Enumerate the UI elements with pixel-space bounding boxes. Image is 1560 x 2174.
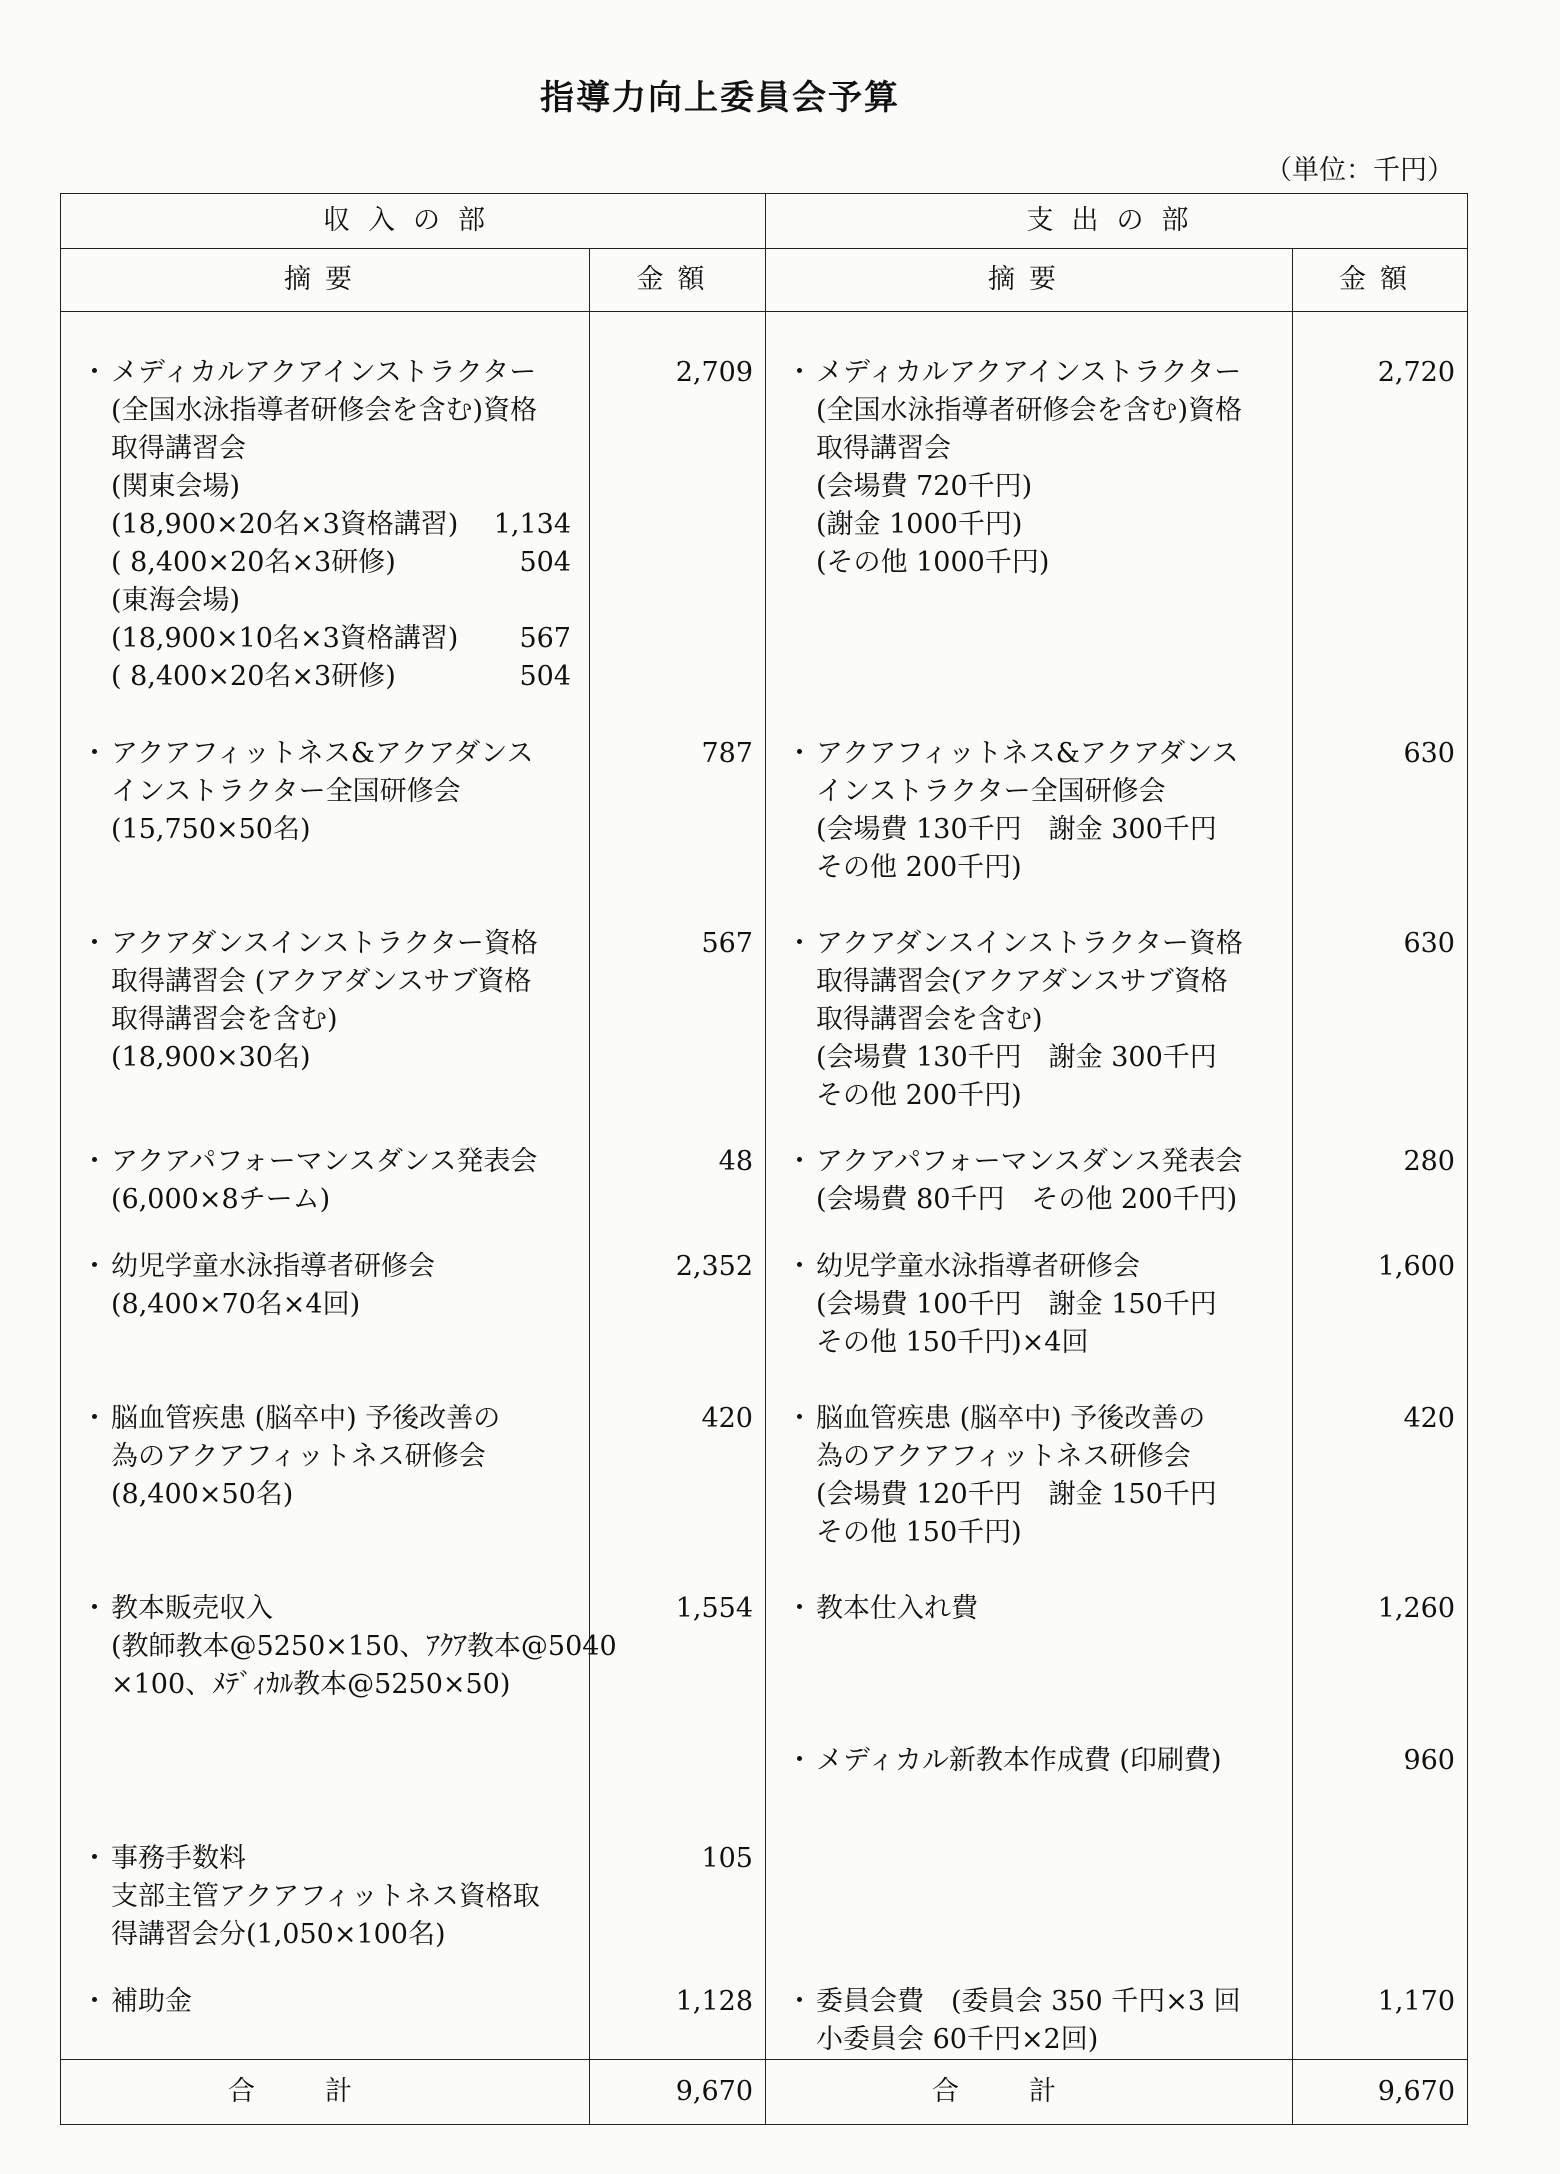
unit-note: （単位：千円） [1265,155,1454,186]
income-item [61,925,589,1077]
desc-line: (6,000×8チーム) [111,1184,331,1216]
budget-row [61,1704,1468,1780]
budget-row [61,312,1468,697]
income-desc-cell [61,697,590,887]
income-item [61,1400,589,1514]
desc-line: (謝金 1000千円) [816,509,1023,540]
desc-line: (全国水泳指導者研修会を含む)資格 [111,395,538,426]
expense-desc-cell [766,1220,1293,1362]
desc-line: 為のアクアフィットネス研修会 [111,1440,486,1472]
desc-line: ・ アクアパフォーマンスダンス発表会 [816,1146,1243,1178]
expense-section-header: 支出の部 [766,194,1468,249]
income-total-label: 合計 [61,2060,590,2125]
breakdown-line [111,658,581,696]
income-amount-cell: 787 [590,697,766,887]
breakdown-text: ( 8,400×20名×3研修) [111,547,396,578]
desc-line: (8,400×70名×4回) [111,1288,361,1320]
expense-item [766,735,1292,887]
expense-desc-cell [766,887,1293,1115]
income-desc-cell [61,1955,590,2060]
income-amount-cell [590,1704,766,1780]
income-desc-cell [61,1704,590,1780]
income-desc-cell [61,1362,590,1552]
expense-desc-cell [766,1704,1293,1780]
page-title: 指導力向上委員会予算 [540,78,900,118]
desc-line: (15,750×50名) [111,813,311,845]
breakdown-value: 1,134 [493,509,571,540]
desc-line: 取得講習会(アクアダンスサブ資格 [816,965,1228,997]
expense-total-amount: 9,670 [1293,2060,1468,2125]
income-amount-cell: 420 [590,1362,766,1552]
income-item [61,1840,589,1954]
desc-line: ・ 事務手数料 [111,1843,246,1875]
desc-line: ×100、ﾒﾃﾞｨｶﾙ教本@5250×50) [111,1669,511,1701]
desc-line: その他 150千円) [816,1516,1022,1548]
expense-item [766,1983,1292,2059]
income-desc-cell [61,1115,590,1219]
desc-line: (会場費 130千円 謝金 300千円 [816,1041,1217,1073]
breakdown-line [111,506,581,544]
budget-row [61,1780,1468,1954]
desc-line: (全国水泳指導者研修会を含む)資格 [816,395,1243,426]
income-desc-cell [61,312,590,697]
desc-line: ・ 委員会費 (委員会 350 千円×3 回 [816,1985,1241,2017]
total-row [61,2060,1468,2125]
income-item [61,1248,589,1324]
expense-desc-cell [766,1115,1293,1219]
budget-row [61,1955,1468,2060]
desc-line: その他 200千円) [816,1079,1022,1111]
expense-amount-cell: 2,720 [1293,312,1468,697]
budget-rows [61,312,1468,2060]
income-total-amount: 9,670 [590,2060,766,2125]
income-desc-cell [61,1780,590,1954]
expense-item [766,1742,1292,1780]
desc-line: (18,900×30名) [111,1041,311,1073]
income-item [61,354,589,696]
expense-item [766,1248,1292,1362]
budget-row [61,1220,1468,1362]
desc-line: 取得講習会を含む) [816,1003,1043,1035]
breakdown-text: ( 8,400×20名×3研修) [111,661,396,692]
income-desc-cell [61,1220,590,1362]
income-desc-cell [61,887,590,1115]
income-amount-cell: 1,128 [590,1955,766,2060]
desc-line: その他 200千円) [816,851,1022,883]
budget-row [61,697,1468,887]
budget-row [61,1362,1468,1552]
expense-amount-cell: 420 [1293,1362,1468,1552]
income-amount-cell: 567 [590,887,766,1115]
expense-amount-cell: 1,170 [1293,1955,1468,2060]
income-desc-header: 摘要 [61,249,590,312]
desc-line: ・ 幼児学童水泳指導者研修会 [816,1250,1140,1282]
expense-item [766,1143,1292,1219]
desc-line: ・ アクアフィットネス&アクアダンス [111,737,534,769]
desc-line: ・ アクアパフォーマンスダンス発表会 [111,1146,538,1178]
desc-line: 取得講習会 (アクアダンスサブ資格 [111,965,532,997]
breakdown-text: (18,900×10名×3資格講習) [111,623,459,654]
expense-amount-cell [1293,1780,1468,1954]
breakdown-line [111,544,581,582]
income-item [61,1983,589,2021]
expense-desc-cell [766,1955,1293,2060]
breakdown-value: 504 [519,547,571,578]
desc-line: 取得講習会 [816,433,951,464]
desc-line: その他 150千円)×4回 [816,1326,1089,1358]
income-amount-header: 金額 [590,249,766,312]
income-amount-cell: 48 [590,1115,766,1219]
desc-line: ・ メディカル新教本作成費 (印刷費) [816,1745,1222,1777]
income-amount-cell: 2,709 [590,312,766,697]
desc-line: (その他 1000千円) [816,547,1050,578]
expense-amount-cell: 1,260 [1293,1552,1468,1704]
income-item [61,1143,589,1219]
expense-amount-cell: 630 [1293,887,1468,1115]
budget-row [61,1552,1468,1704]
desc-line: (関東会場) [111,471,241,502]
desc-line: 小委員会 60千円×2回) [816,2023,1099,2055]
desc-line: ・ アクアフィットネス&アクアダンス [816,737,1239,769]
desc-line: (会場費 120千円 謝金 150千円 [816,1478,1217,1510]
expense-amount-header: 金額 [1293,249,1468,312]
desc-line: (会場費 100千円 謝金 150千円 [816,1288,1217,1320]
expense-desc-cell [766,1780,1293,1954]
desc-line: 取得講習会を含む) [111,1003,338,1035]
desc-line: インストラクター全国研修会 [111,775,461,807]
income-desc-cell [61,1552,617,1704]
desc-line: (8,400×50名) [111,1478,294,1510]
breakdown-value: 504 [519,661,571,692]
income-amount-cell: 2,352 [590,1220,766,1362]
desc-line: ・ 脳血管疾患 (脳卒中) 予後改善の [816,1402,1206,1434]
budget-row [61,1115,1468,1219]
desc-line: ・ アクアダンスインストラクター資格 [816,927,1243,959]
income-item [61,1590,617,1704]
desc-line: ・ 教本仕入れ費 [816,1593,978,1625]
expense-desc-cell [766,1362,1293,1552]
expense-desc-cell [766,1552,1293,1704]
expense-amount-cell: 630 [1293,697,1468,887]
desc-line: 支部主管アクアフィットネス資格取 [111,1881,540,1913]
desc-line: ・ アクアダンスインストラクター資格 [111,927,538,959]
expense-amount-cell: 280 [1293,1115,1468,1219]
desc-line: インストラクター全国研修会 [816,775,1166,807]
desc-line: 為のアクアフィットネス研修会 [816,1440,1191,1472]
income-section-header: 収入の部 [61,194,766,249]
expense-desc-header: 摘要 [766,249,1293,312]
expense-desc-cell [766,697,1293,887]
desc-line: ・ メディカルアクアインストラクター [816,357,1242,388]
breakdown-value: 567 [519,623,571,654]
breakdown-line [111,620,581,658]
expense-item [766,925,1292,1115]
desc-line: (東海会場) [111,585,241,616]
desc-line: ・ メディカルアクアインストラクター [111,357,537,388]
expense-item [766,1400,1292,1552]
expense-item [766,1590,1292,1628]
desc-line: ・ 脳血管疾患 (脳卒中) 予後改善の [111,1402,501,1434]
expense-amount-cell: 1,600 [1293,1220,1468,1362]
budget-table [60,193,1468,2125]
desc-line: (教師教本@5250×150、ｱｸｱ教本@5040 [111,1631,617,1663]
desc-line: ・ 教本販売収入 [111,1593,273,1625]
expense-desc-cell [766,312,1293,697]
desc-line: (会場費 130千円 謝金 300千円 [816,813,1217,845]
expense-amount-cell: 960 [1293,1704,1468,1780]
expense-total-label: 合計 [766,2060,1293,2125]
income-amount-cell: 1,554 [590,1552,766,1704]
budget-row [61,887,1468,1115]
desc-line: 得講習会分(1,050×100名) [111,1919,446,1951]
desc-line: 取得講習会 [111,433,246,464]
desc-line: ・ 幼児学童水泳指導者研修会 [111,1250,435,1282]
desc-line: ・ 補助金 [111,1985,192,2017]
breakdown-text: (18,900×20名×3資格講習) [111,509,459,540]
income-item [61,735,589,849]
expense-item [766,354,1292,582]
income-amount-cell: 105 [590,1780,766,1954]
desc-line: (会場費 80千円 その他 200千円) [816,1184,1238,1216]
desc-line: (会場費 720千円) [816,471,1033,502]
